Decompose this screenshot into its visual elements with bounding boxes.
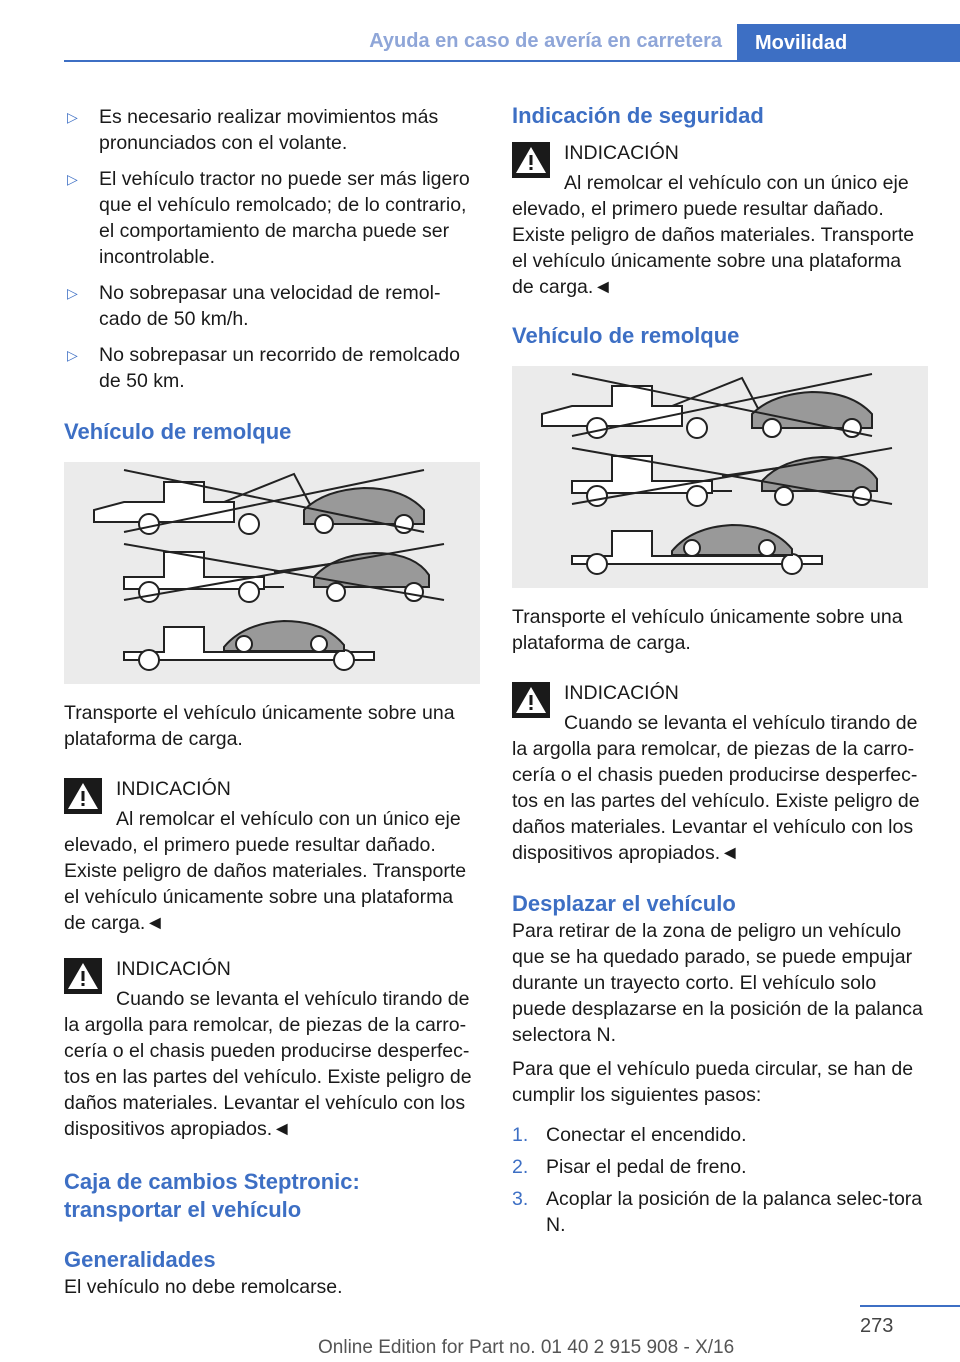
step-number: 3. — [512, 1188, 529, 1210]
heading-tow-vehicle: Vehículo de remolque — [512, 323, 740, 348]
heading-tow-vehicle: Vehículo de remolque — [64, 419, 292, 444]
note-label: INDICACIÓN — [564, 682, 679, 704]
note-text: la argolla para remolcar, de piezas de la carro‐cería o el chasis pueden producirse desperfec‐tos en las partes del vehículo. Existe peligro de daños materiales. Levantar el vehículo con los dispositivos apropiados.◄ — [64, 1014, 472, 1140]
general-text: El vehículo no debe remolcarse. — [64, 1276, 343, 1298]
note-text-first: Cuando se levanta el vehículo tirando de — [116, 988, 470, 1010]
note-text-first: Al remolcar el vehículo con un único eje — [116, 808, 461, 830]
warning-note — [512, 680, 928, 866]
step-text: Conectar el encendido. — [546, 1124, 747, 1146]
step-text: Pisar el pedal de freno. — [546, 1156, 747, 1178]
footer-rule — [860, 1305, 960, 1307]
left-column — [64, 100, 480, 1300]
header-section-title: Ayuda en caso de avería en carretera — [369, 30, 722, 52]
header-rule — [64, 60, 960, 62]
warning-triangle-icon — [64, 778, 102, 814]
warning-note — [512, 140, 928, 300]
heading-safety: Indicación de seguridad — [512, 103, 764, 128]
list-item: ▷ No sobrepasar una velocidad de remol‐cado de 50 km/h. — [67, 282, 441, 330]
page-number: 273 — [860, 1315, 894, 1337]
warning-note — [64, 956, 480, 1142]
step-number: 2. — [512, 1156, 529, 1178]
figure-caption: Transporte el vehículo únicamente sobre una plataforma de carga. — [64, 702, 455, 750]
triangle-bullet-icon: ▷ — [67, 347, 78, 363]
note-text: elevado, el primero puede resultar dañado. Existe peligro de daños materiales. Transporte el vehículo únicamente sobre una plataforma de carga.◄ — [64, 834, 467, 934]
list-item: ▷ No sobrepasar un recorrido de remolcado de 50 km. — [67, 344, 460, 392]
warning-triangle-icon — [512, 682, 550, 718]
heading-general: Generalidades — [64, 1247, 216, 1272]
note-text: elevado, el primero puede resultar dañado. Existe peligro de daños materiales. Transporte el vehículo únicamente sobre una plataforma de carga.◄ — [512, 198, 915, 298]
tow-trucks-illustration — [512, 366, 928, 588]
list-item — [512, 1122, 928, 1148]
list-item — [512, 1186, 928, 1238]
figure-caption: Transporte el vehículo únicamente sobre una plataforma de carga. — [512, 606, 903, 654]
heading-move-vehicle: Desplazar el vehículo — [512, 891, 736, 916]
tow-illustration — [512, 366, 928, 588]
triangle-bullet-icon: ▷ — [67, 109, 78, 125]
note-text-first: Al remolcar el vehículo con un único eje — [564, 172, 909, 194]
move-paragraph-2: Para que el vehículo pueda circular, se han de cumplir los siguientes pasos: — [512, 1058, 914, 1106]
note-text-first: Cuando se levanta el vehículo tirando de — [564, 712, 918, 734]
bullet-list — [64, 104, 480, 394]
tow-illustration — [64, 462, 480, 684]
move-paragraph-1: Para retirar de la zona de peligro un vehículo que se ha quedado parado, se puede empujar durante un trayecto corto. El vehículo solo puede desplazarse en la posición de la palanca selectora N. — [512, 920, 923, 1046]
edition-footer: Online Edition for Part no. 01 40 2 915 908 - X/16 — [318, 1337, 735, 1358]
warning-triangle-icon — [512, 142, 550, 178]
steps-list — [512, 1122, 928, 1238]
triangle-bullet-icon: ▷ — [67, 285, 78, 301]
list-item: ▷ Es necesario realizar movimientos más pronunciados con el volante. — [67, 106, 439, 154]
warning-triangle-icon — [64, 958, 102, 994]
warning-note — [64, 776, 480, 936]
note-label: INDICACIÓN — [116, 778, 231, 800]
list-item: ▷ El vehículo tractor no puede ser más ligero que el vehículo remolcado; de lo contrario, el comportamiento de marcha puede ser incontrolable. — [67, 168, 470, 268]
note-text: la argolla para remolcar, de piezas de la carro‐cería o el chasis pueden producirse desperfec‐tos en las partes del vehículo. Existe peligro de daños materiales. Levantar el vehículo con los dispositivos apropiados.◄ — [512, 738, 920, 864]
note-label: INDICACIÓN — [116, 958, 231, 980]
header-chapter-tab[interactable]: Movilidad — [737, 24, 960, 60]
list-item — [512, 1154, 928, 1180]
right-column — [512, 100, 928, 1244]
tow-trucks-illustration — [64, 462, 480, 684]
step-number: 1. — [512, 1124, 529, 1146]
heading-steptronic: Caja de cambios Steptronic: transportar el vehículo — [64, 1169, 360, 1222]
page-header — [0, 0, 960, 62]
step-text: Acoplar la posición de la palanca selec‐tora N. — [546, 1188, 923, 1236]
note-label: INDICACIÓN — [564, 142, 679, 164]
triangle-bullet-icon: ▷ — [67, 171, 78, 187]
